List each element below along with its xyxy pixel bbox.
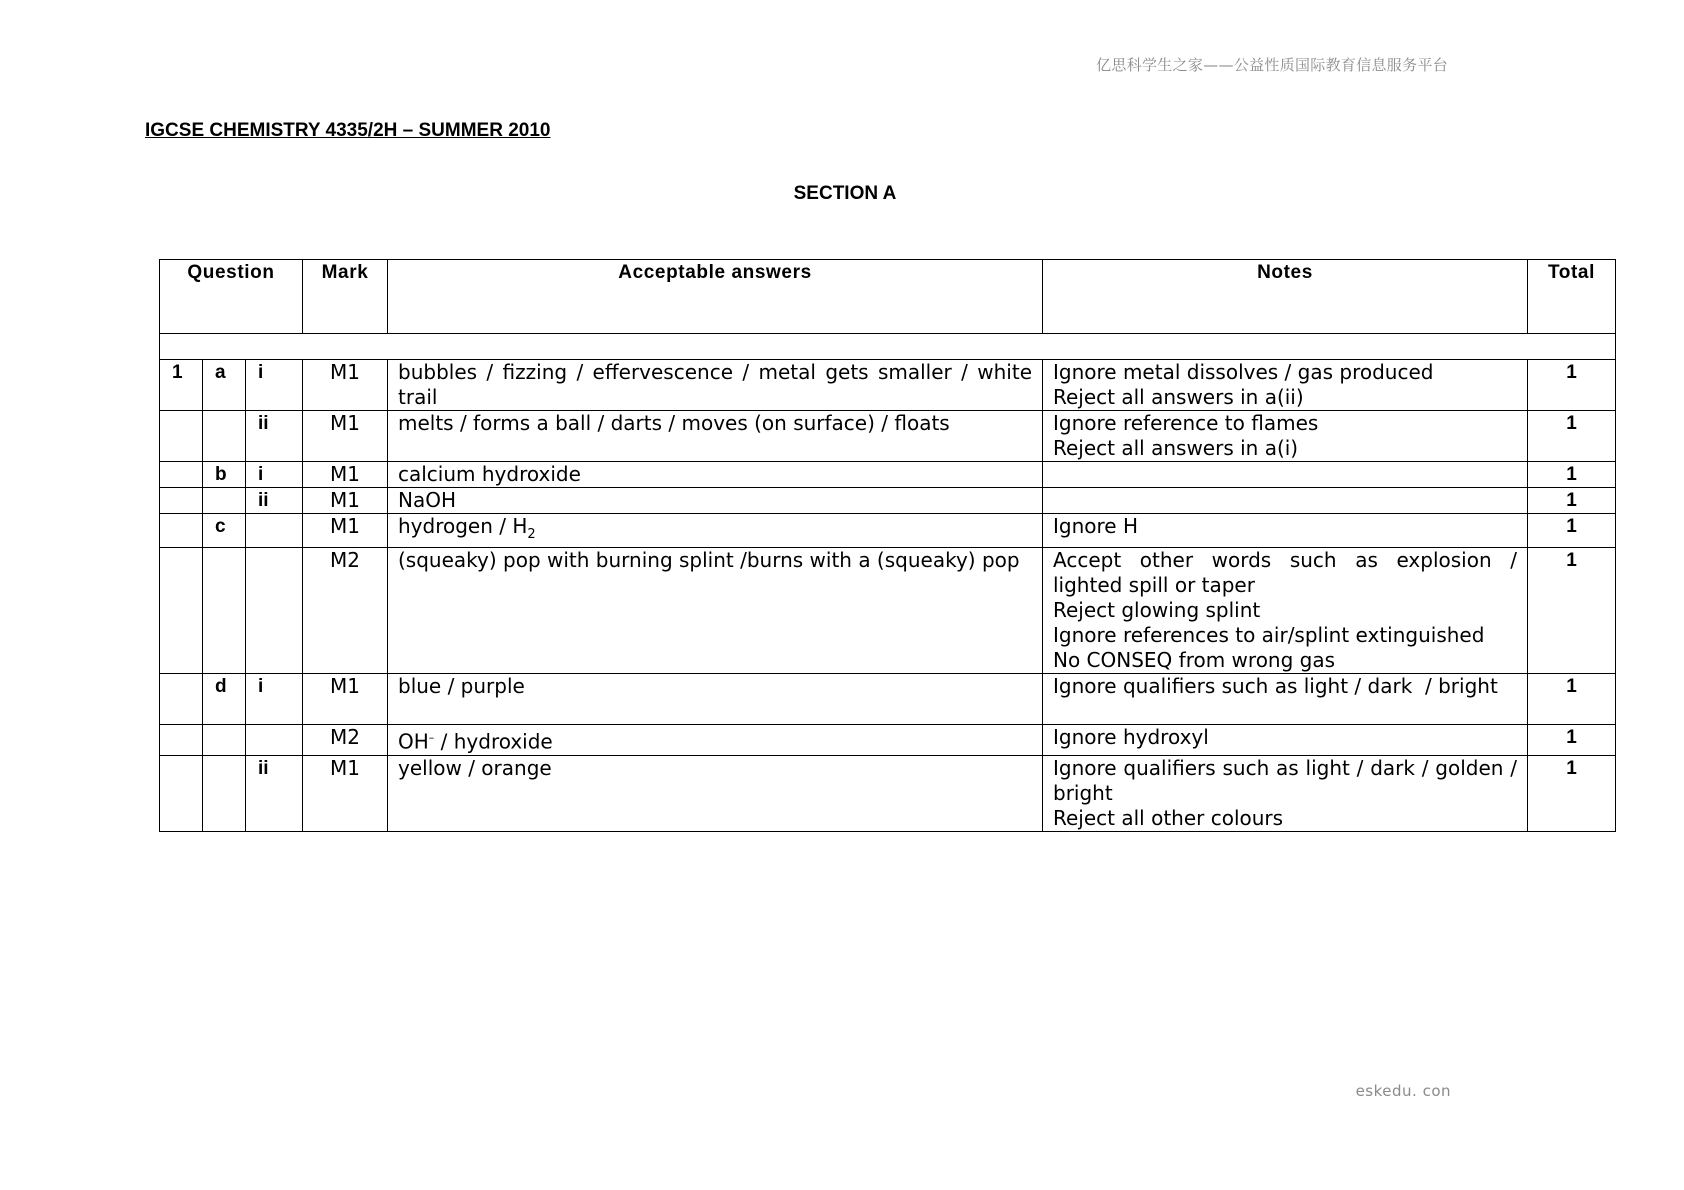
- acceptable-answer: [388, 725, 1043, 756]
- question-subpart: i: [246, 674, 303, 725]
- note-line: Reject glowing splint: [1053, 598, 1261, 622]
- question-part: [203, 755, 246, 831]
- notes-cell: [1043, 514, 1528, 548]
- header-watermark: 亿思科学生之家——公益性质国际教育信息服务平台: [1096, 56, 1448, 74]
- mark-code: M1: [303, 755, 388, 831]
- total-mark: 1: [1528, 462, 1616, 488]
- answer-text: / hydroxide: [434, 729, 553, 754]
- note-line: Ignore H: [1053, 514, 1138, 538]
- notes-cell: [1043, 360, 1528, 411]
- acceptable-answer: bubbles / fizzing / effervescence / metal gets smaller / white trail: [388, 360, 1043, 411]
- total-mark: 1: [1528, 548, 1616, 674]
- question-subpart: ii: [246, 755, 303, 831]
- notes-cell: [1043, 725, 1528, 756]
- note-line: Ignore qualifiers such as light / dark / golden / bright: [1053, 755, 1517, 805]
- answer-subscript: 2: [527, 527, 536, 542]
- question-number: [160, 411, 203, 462]
- mark-code: M1: [303, 674, 388, 725]
- notes-cell: [1043, 462, 1528, 488]
- question-number: [160, 755, 203, 831]
- notes-cell: [1043, 411, 1528, 462]
- note-line: Ignore qualifiers such as light / dark / bright: [1053, 674, 1498, 698]
- mark-code: M1: [303, 462, 388, 488]
- note-line: No CONSEQ from wrong gas: [1053, 648, 1336, 672]
- document-title: IGCSE CHEMISTRY 4335/2H – SUMMER 2010: [145, 120, 551, 141]
- acceptable-answer: (squeaky) pop with burning splint /burns with a (squeaky) pop: [388, 548, 1043, 674]
- question-subpart: ii: [246, 411, 303, 462]
- question-part: b: [203, 462, 246, 488]
- table-row: [160, 360, 1616, 411]
- question-subpart: i: [246, 360, 303, 411]
- mark-code: M1: [303, 488, 388, 514]
- footer-watermark: eskedu. con: [1355, 1082, 1451, 1100]
- table-row: [160, 755, 1616, 831]
- total-mark: 1: [1528, 755, 1616, 831]
- question-part: c: [203, 514, 246, 548]
- question-part: [203, 411, 246, 462]
- header-notes: Notes: [1043, 260, 1528, 334]
- note-line: Ignore metal dissolves / gas produced: [1053, 360, 1434, 384]
- question-number: [160, 488, 203, 514]
- question-number: [160, 548, 203, 674]
- acceptable-answer: [388, 514, 1043, 548]
- table-row: [160, 411, 1616, 462]
- table-row: [160, 488, 1616, 514]
- table-row: [160, 725, 1616, 756]
- acceptable-answer: melts / forms a ball / darts / moves (on surface) / floats: [388, 411, 1043, 462]
- total-mark: 1: [1528, 360, 1616, 411]
- question-part: d: [203, 674, 246, 725]
- question-part: [203, 725, 246, 756]
- answer-text: hydrogen / H: [398, 514, 528, 538]
- mark-code: M1: [303, 360, 388, 411]
- mark-code: M1: [303, 411, 388, 462]
- notes-cell: [1043, 674, 1528, 725]
- table-row: [160, 514, 1616, 548]
- question-subpart: [246, 725, 303, 756]
- question-number: [160, 674, 203, 725]
- note-line: Ignore reference to flames: [1053, 411, 1319, 435]
- mark-scheme-table: [159, 259, 1616, 832]
- mark-code: M2: [303, 725, 388, 756]
- note-line: Reject all other colours: [1053, 805, 1284, 830]
- total-mark: 1: [1528, 725, 1616, 756]
- acceptable-answer: NaOH: [388, 488, 1043, 514]
- total-mark: 1: [1528, 514, 1616, 548]
- question-number: [160, 514, 203, 548]
- table-header-row: [160, 260, 1616, 334]
- table-row: [160, 462, 1616, 488]
- question-subpart: ii: [246, 488, 303, 514]
- note-line: Reject all answers in a(i): [1053, 436, 1299, 460]
- notes-cell: [1043, 488, 1528, 514]
- question-subpart: [246, 548, 303, 674]
- header-acceptable-answers: Acceptable answers: [388, 260, 1043, 334]
- answer-text: OH: [398, 729, 429, 754]
- question-number: [160, 462, 203, 488]
- question-number: [160, 725, 203, 756]
- note-line: Accept other words such as explosion / lighted spill or taper: [1053, 548, 1517, 597]
- mark-code: M2: [303, 548, 388, 674]
- total-mark: 1: [1528, 674, 1616, 725]
- notes-cell: [1043, 755, 1528, 831]
- question-part: [203, 548, 246, 674]
- note-line: Reject all answers in a(ii): [1053, 385, 1304, 409]
- total-mark: 1: [1528, 488, 1616, 514]
- spacer-row: [160, 334, 1616, 360]
- table-row: [160, 548, 1616, 674]
- answer-superscript: –: [428, 731, 435, 744]
- acceptable-answer: blue / purple: [388, 674, 1043, 725]
- question-part: [203, 488, 246, 514]
- header-question: Question: [160, 260, 303, 334]
- header-total: Total: [1528, 260, 1616, 334]
- question-subpart: [246, 514, 303, 548]
- question-number: 1: [160, 360, 203, 411]
- acceptable-answer: calcium hydroxide: [388, 462, 1043, 488]
- note-line: Ignore hydroxyl: [1053, 725, 1209, 749]
- question-subpart: i: [246, 462, 303, 488]
- table-row: [160, 674, 1616, 725]
- mark-code: M1: [303, 514, 388, 548]
- acceptable-answer: yellow / orange: [388, 755, 1043, 831]
- header-mark: Mark: [303, 260, 388, 334]
- question-part: a: [203, 360, 246, 411]
- notes-cell: [1043, 548, 1528, 674]
- note-line: Ignore references to air/splint extinguished: [1053, 623, 1485, 647]
- total-mark: 1: [1528, 411, 1616, 462]
- section-title: SECTION A: [793, 183, 897, 204]
